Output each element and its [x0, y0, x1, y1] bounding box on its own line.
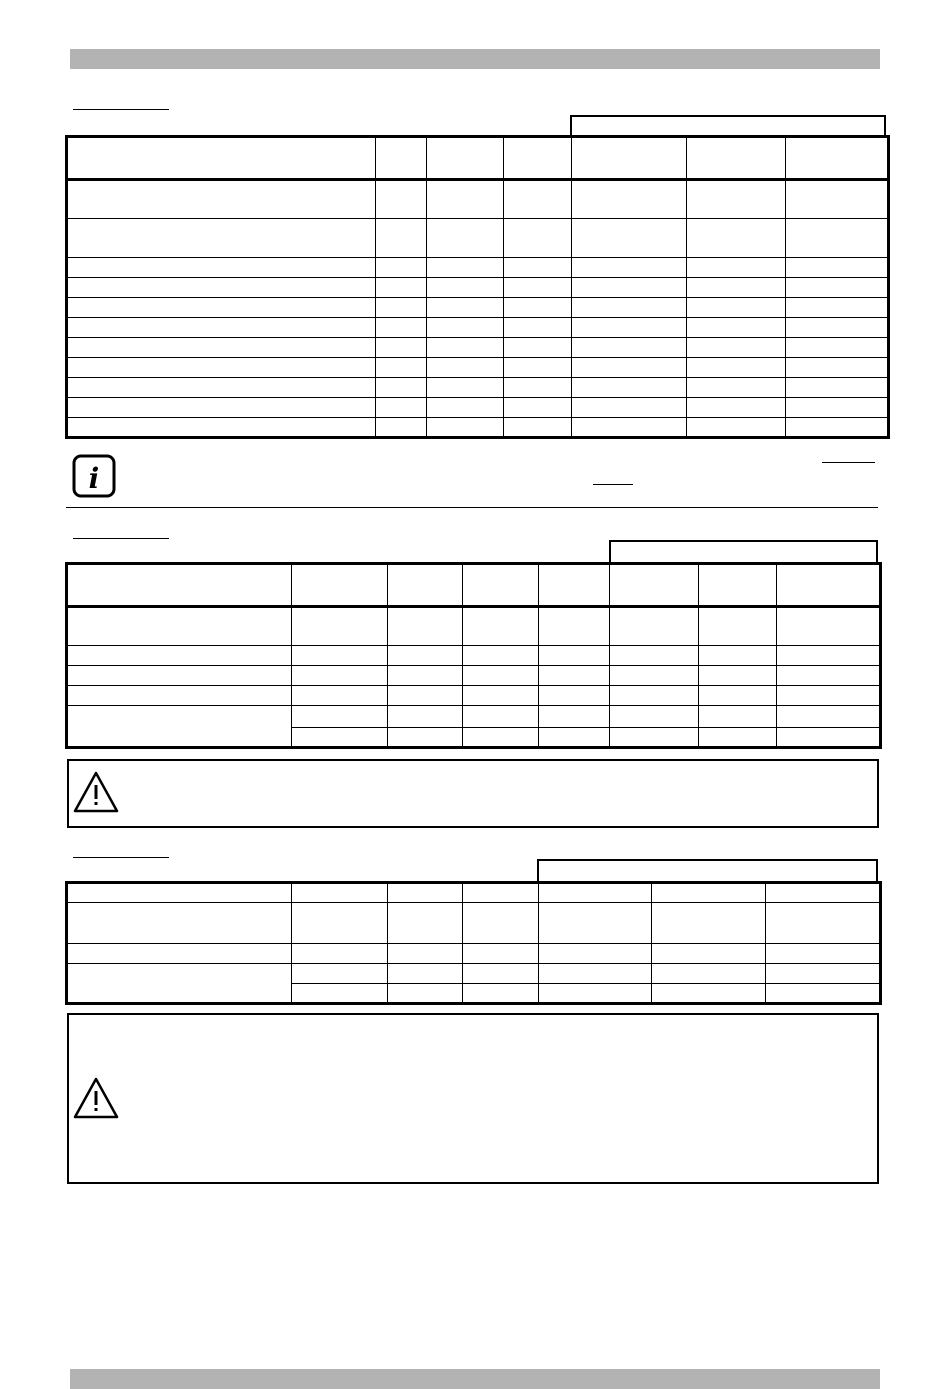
table-row [67, 944, 881, 964]
table-row [67, 964, 881, 984]
column-header [463, 564, 539, 607]
column-header [766, 883, 881, 903]
section3-table [65, 881, 882, 1005]
section3-group-header [537, 859, 878, 883]
table-row [67, 318, 889, 338]
table-row [67, 686, 881, 706]
column-header [376, 137, 427, 180]
table-row [67, 607, 881, 646]
table-row [67, 278, 889, 298]
column-header [67, 883, 292, 903]
column-header [292, 883, 388, 903]
table-row [67, 298, 889, 318]
warning-note-1 [67, 759, 879, 828]
table-row [67, 358, 889, 378]
table-row [67, 706, 881, 728]
column-header [388, 564, 463, 607]
svg-text:i: i [88, 462, 100, 495]
table-row [67, 219, 889, 258]
bottom-gray-bar [70, 1369, 880, 1389]
section1-group-header [570, 115, 886, 137]
section2-heading [73, 538, 169, 539]
column-header [610, 564, 699, 607]
column-header [572, 137, 687, 180]
warning-icon [72, 1076, 120, 1120]
table-row [67, 398, 889, 418]
table-header-row [67, 883, 881, 903]
top-gray-bar [70, 49, 880, 69]
warning-note-2 [67, 1013, 879, 1184]
column-header [539, 564, 610, 607]
column-header [388, 883, 463, 903]
table-row [67, 180, 889, 219]
section3-heading [73, 857, 169, 858]
table-row [67, 666, 881, 686]
section2-group-header [609, 540, 878, 564]
table-row [67, 338, 889, 358]
info-note-underline [822, 462, 875, 463]
column-header [699, 564, 777, 607]
warning-icon [72, 770, 120, 814]
table-header-row [67, 564, 881, 607]
column-header [67, 564, 292, 607]
column-header [427, 137, 504, 180]
section1-heading [73, 109, 169, 110]
info-note-underline [593, 484, 633, 485]
table-row [67, 418, 889, 438]
section1-table [65, 135, 890, 439]
table-row [67, 258, 889, 278]
column-header [687, 137, 786, 180]
table-row [67, 903, 881, 944]
table-row [67, 646, 881, 666]
section2-table [65, 562, 882, 749]
column-header [463, 883, 539, 903]
column-header [652, 883, 766, 903]
table-header-row [67, 137, 889, 180]
column-header [777, 564, 881, 607]
column-header [786, 137, 889, 180]
column-header [292, 564, 388, 607]
column-header [67, 137, 376, 180]
info-icon [72, 454, 116, 498]
column-header [504, 137, 572, 180]
info-note-divider [66, 507, 878, 508]
column-header [539, 883, 652, 903]
table-row [67, 378, 889, 398]
